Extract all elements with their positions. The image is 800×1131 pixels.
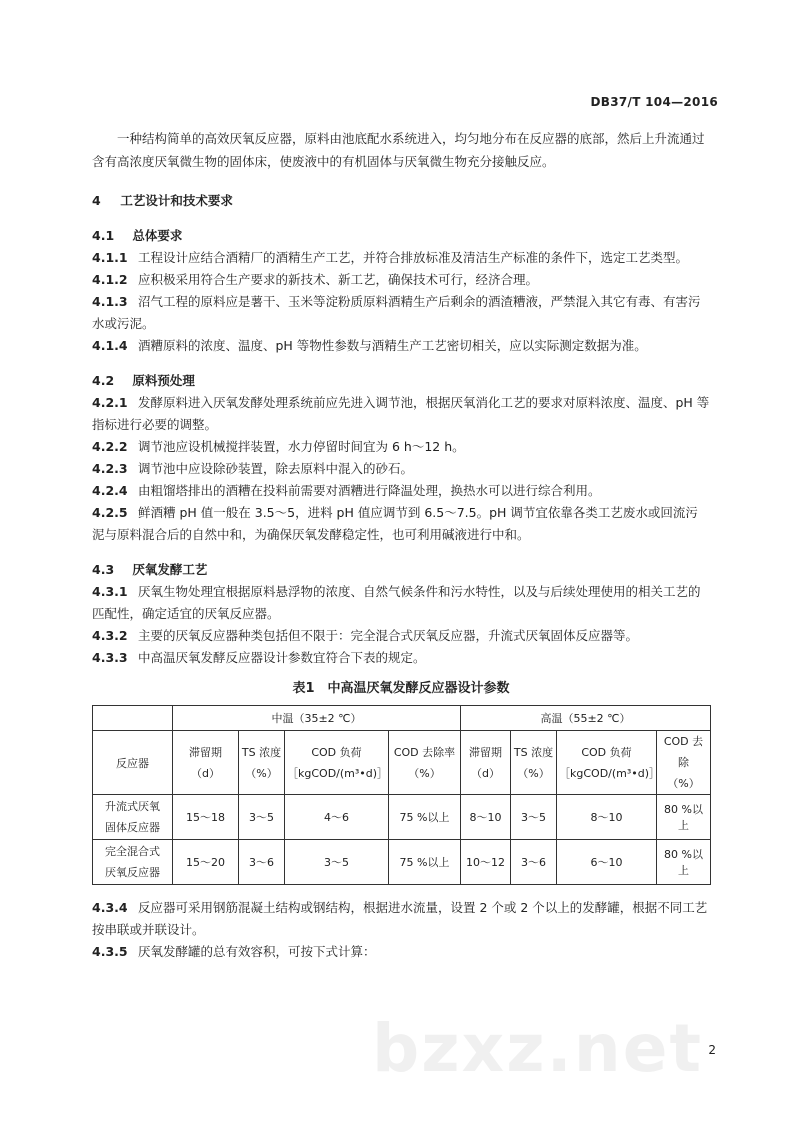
- clause-4-1-2: [92, 269, 710, 291]
- clause-4-3-5: [92, 941, 710, 963]
- section-number: 4.3: [92, 562, 115, 577]
- group-header-high-temp: 高温（55±2 ℃）: [461, 706, 711, 731]
- clause-4-2-1: [92, 392, 710, 436]
- clause-4-2-4: [92, 480, 710, 502]
- table-header-row: [93, 706, 711, 731]
- col-header-unit: ［kgCOD/(m³•d)］: [287, 766, 389, 780]
- col-header: [657, 731, 711, 795]
- clause-text: 调节池中应设除砂装置，除去原料中混入的砂石。: [138, 461, 414, 476]
- section-title: 原料预处理: [132, 373, 195, 388]
- clause-4-2-5: [92, 502, 710, 546]
- document-code: DB37/T 104—2016: [590, 95, 718, 109]
- clause-4-1-4: [92, 335, 710, 357]
- table-header-row: [93, 731, 711, 795]
- clause-4-1-3: [92, 291, 710, 335]
- clause-number: 4.2.5: [92, 505, 128, 520]
- table-cell: 75 %以上: [389, 795, 461, 840]
- clause-number: 4.3.2: [92, 628, 128, 643]
- col-header-line: COD 负荷: [581, 745, 632, 759]
- table-cell: 3～6: [239, 840, 285, 885]
- clause-4-3-2: [92, 625, 710, 647]
- row-header: [93, 840, 173, 885]
- table-cell: 8～10: [557, 795, 657, 840]
- table-cell: 3～5: [285, 840, 389, 885]
- col-header-line: TS 浓度: [513, 745, 554, 759]
- clause-4-2-3: [92, 458, 710, 480]
- intro-paragraph: 一种结构简单的高效厌氧反应器，原料由池底配水系统进入，均匀地分布在反应器的底部，然后上升流通过含有高浓度厌氧微生物的固体床，使废液中的有机固体与厌氧微生物充分接触反应。: [92, 131, 705, 169]
- table-title: 表1 中高温厌氧发酵反应器设计参数: [292, 681, 510, 696]
- table-cell: 10～12: [461, 840, 511, 885]
- section-number: 4.2: [92, 373, 115, 388]
- col-header-line: 滞留期: [189, 745, 222, 759]
- clause-number: 4.3.4: [92, 900, 128, 915]
- row-header-line: 升流式厌氧: [105, 800, 160, 813]
- clause-number: 4.1.1: [92, 250, 128, 265]
- clause-text: 厌氧发酵罐的总有效容积，可按下式计算：: [138, 944, 376, 959]
- clause-text: 发酵原料进入厌氧发酵处理系统前应先进入调节池，根据厌氧消化工艺的要求对原料浓度、温度、pH 等指标进行必要的调整。: [92, 395, 710, 432]
- clause-text: 厌氧生物处理宜根据原料悬浮物的浓度、自然气候条件和污水特性，以及与后续处理使用的相关工艺的匹配性，确定适宜的厌氧反应器。: [92, 584, 701, 621]
- section-4-1-heading: [92, 224, 710, 247]
- clause-text: 沼气工程的原料应是薯干、玉米等淀粉质原料酒精生产后剩余的酒渣糟液，严禁混入其它有毒、有害污水或污泥。: [92, 294, 701, 331]
- clause-4-1-1: [92, 247, 710, 269]
- clause-number: 4.1.4: [92, 338, 128, 353]
- table-cell: 3～5: [239, 795, 285, 840]
- col-header-line: COD 去除: [663, 735, 704, 769]
- section-title: 工艺设计和技术要求: [120, 193, 233, 208]
- table-cell: 15～18: [173, 795, 239, 840]
- row-header: [93, 795, 173, 840]
- col-header-unit: （%）: [245, 766, 278, 780]
- col-header-unit: ［kgCOD/(m³•d)］: [559, 766, 661, 780]
- table-cell: 80 %以上: [657, 795, 711, 840]
- clause-number: 4.3.1: [92, 584, 128, 599]
- row-header-line: 厌氧反应器: [105, 866, 160, 879]
- table-cell: 3～6: [511, 840, 557, 885]
- document-body: [92, 127, 710, 963]
- col-header-unit: （%）: [408, 766, 441, 780]
- group-header-mid-temp: 中温（35±2 ℃）: [173, 706, 461, 731]
- clause-number: 4.2.3: [92, 461, 128, 476]
- table-cell: 3～5: [511, 795, 557, 840]
- table-cell: 6～10: [557, 840, 657, 885]
- section-title: 厌氧发酵工艺: [132, 562, 208, 577]
- table-cell: 80 %以上: [657, 840, 711, 885]
- clause-number: 4.1.2: [92, 272, 128, 287]
- col-header: [461, 731, 511, 795]
- col-header: [173, 731, 239, 795]
- clause-text: 由粗馏塔排出的酒糟在投料前需要对酒糟进行降温处理，换热水可以进行综合利用。: [138, 483, 601, 498]
- col-header: [389, 731, 461, 795]
- clause-number: 4.2.1: [92, 395, 128, 410]
- clause-number: 4.1.3: [92, 294, 128, 309]
- col-header-line: COD 负荷: [311, 745, 362, 759]
- table-row: [93, 795, 711, 840]
- table-cell: 4～6: [285, 795, 389, 840]
- clause-text: 酒糟原料的浓度、温度、pH 等物性参数与酒精生产工艺密切相关，应以实际测定数据为准。: [138, 338, 647, 353]
- col-header-reactor: 反应器: [93, 731, 173, 795]
- table-corner-cell: [93, 706, 173, 731]
- clause-text: 中高温厌氧发酵反应器设计参数宜符合下表的规定。: [138, 650, 426, 665]
- table-cell: 75 %以上: [389, 840, 461, 885]
- section-4-3-heading: [92, 558, 710, 581]
- row-header-line: 完全混合式: [105, 845, 160, 858]
- clause-4-3-3: [92, 647, 710, 669]
- clause-4-3-1: [92, 581, 710, 625]
- page-number: 2: [708, 1043, 716, 1057]
- col-header-line: TS 浓度: [241, 745, 282, 759]
- table-row: [93, 840, 711, 885]
- design-parameters-table: [92, 705, 711, 885]
- col-header-unit: （%）: [667, 777, 700, 790]
- section-number: 4.1: [92, 228, 115, 243]
- col-header-line: COD 去除率: [393, 745, 456, 759]
- clause-text: 反应器可采用钢筋混凝土结构或钢结构，根据进水流量，设置 2 个或 2 个以上的发酵罐，根据不同工艺按串联或并联设计。: [92, 900, 708, 937]
- row-header-line: 固体反应器: [105, 821, 160, 834]
- section-number: 4: [92, 193, 101, 208]
- clause-4-2-2: [92, 436, 710, 458]
- col-header: [285, 731, 389, 795]
- watermark: bzxz.net: [372, 1010, 704, 1087]
- section-title: 总体要求: [132, 228, 183, 243]
- clause-number: 4.2.4: [92, 483, 128, 498]
- col-header-line: 滞留期: [469, 745, 502, 759]
- clause-text: 鲜酒糟 pH 值一般在 3.5～5，进料 pH 值应调节到 6.5～7.5。pH 调节宜依靠各类工艺废水或回流污泥与原料混合后的自然中和，为确保厌氧发酵稳定性，也可利用碱液进行中和。: [92, 505, 698, 542]
- col-header-unit: （d）: [191, 766, 220, 780]
- clause-text: 调节池应设机械搅拌装置，水力停留时间宜为 6 h～12 h。: [138, 439, 465, 454]
- clause-4-3-4: [92, 897, 710, 941]
- section-4-heading: [92, 189, 710, 212]
- col-header: [239, 731, 285, 795]
- clause-text: 应积极采用符合生产要求的新技术、新工艺，确保技术可行，经济合理。: [138, 272, 539, 287]
- clause-number: 4.2.2: [92, 439, 128, 454]
- table-cell: 15～20: [173, 840, 239, 885]
- col-header-unit: （d）: [471, 766, 500, 780]
- col-header-unit: （%）: [517, 766, 550, 780]
- section-4-2-heading: [92, 369, 710, 392]
- table-cell: 8～10: [461, 795, 511, 840]
- col-header: [511, 731, 557, 795]
- clause-number: 4.3.5: [92, 944, 128, 959]
- col-header: [557, 731, 661, 795]
- clause-number: 4.3.3: [92, 650, 128, 665]
- clause-text: 工程设计应结合酒精厂的酒精生产工艺，并符合排放标准及清洁生产标准的条件下，选定工艺类型。: [138, 250, 689, 265]
- clause-text: 主要的厌氧反应器种类包括但不限于：完全混合式厌氧反应器，升流式厌氧固体反应器等。: [138, 628, 639, 643]
